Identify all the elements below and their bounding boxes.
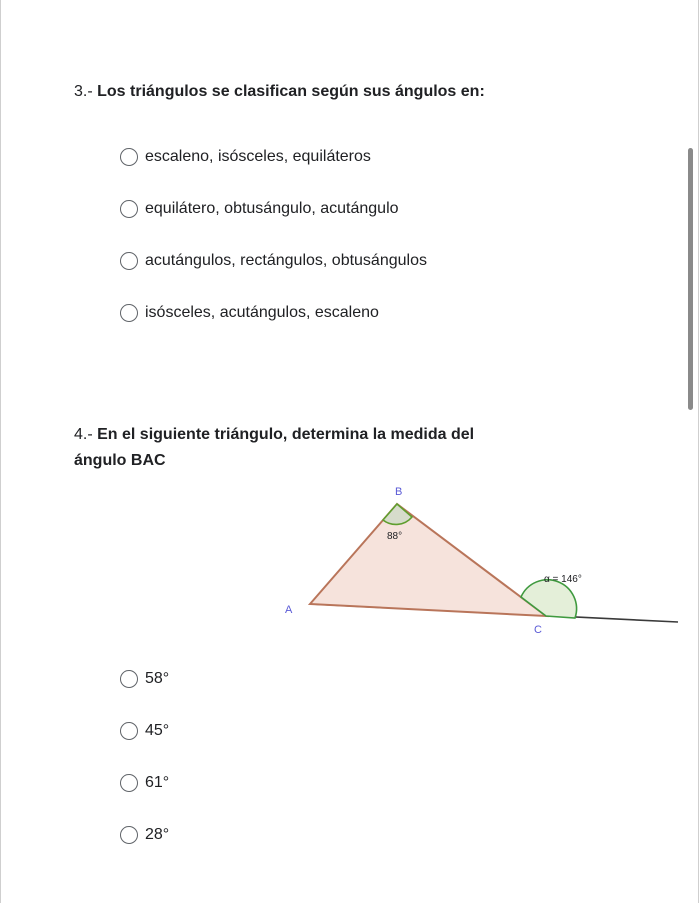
q3-option-2-label: equilátero, obtusángulo, acutángulo xyxy=(145,200,399,217)
q3-option-4-label: isósceles, acutángulos, escaleno xyxy=(145,304,379,321)
vertex-a-label: A xyxy=(285,604,293,616)
q4-option-4-label: 28° xyxy=(145,826,170,843)
radio-icon[interactable] xyxy=(120,670,138,688)
angle-b-value: 88° xyxy=(387,531,403,542)
radio-icon[interactable] xyxy=(120,304,138,322)
q4-option-1[interactable] xyxy=(120,668,169,690)
radio-icon[interactable] xyxy=(120,722,138,740)
q4-option-4[interactable] xyxy=(120,824,169,846)
q4-option-2[interactable] xyxy=(120,720,169,742)
q3-option-4[interactable] xyxy=(120,302,379,324)
radio-icon[interactable] xyxy=(120,148,138,166)
vertex-c-label: C xyxy=(534,624,542,636)
question-3-text: Los triángulos se clasifican según sus ángulos en: xyxy=(97,83,485,100)
q3-option-3-label: acutángulos, rectángulos, obtusángulos xyxy=(145,252,427,269)
angle-alpha-value: α = 146° xyxy=(544,574,582,585)
q3-option-1-label: escaleno, isósceles, equiláteros xyxy=(145,148,371,165)
question-3-number: 3.- xyxy=(74,83,98,100)
question-4-number: 4.- xyxy=(74,426,98,443)
angle-b-arc xyxy=(383,504,412,524)
radio-icon[interactable] xyxy=(120,826,138,844)
triangle-diagram xyxy=(270,478,690,638)
radio-icon[interactable] xyxy=(120,200,138,218)
vertex-b-label: B xyxy=(395,486,403,498)
question-4-text: En el siguiente triángulo, determina la medida del ángulo BAC xyxy=(74,426,475,469)
scrollbar[interactable] xyxy=(688,148,693,410)
radio-icon[interactable] xyxy=(120,774,138,792)
q3-option-3[interactable] xyxy=(120,250,427,272)
q4-option-3-label: 61° xyxy=(145,774,170,791)
q3-option-1[interactable] xyxy=(120,146,371,168)
radio-icon[interactable] xyxy=(120,252,138,270)
q4-option-2-label: 45° xyxy=(145,722,170,739)
q4-option-1-label: 58° xyxy=(145,670,170,687)
question-4-title xyxy=(74,422,514,474)
triangle-abc xyxy=(310,504,546,616)
q3-option-2[interactable] xyxy=(120,198,399,220)
question-3-title xyxy=(74,79,514,105)
q4-option-3[interactable] xyxy=(120,772,169,794)
